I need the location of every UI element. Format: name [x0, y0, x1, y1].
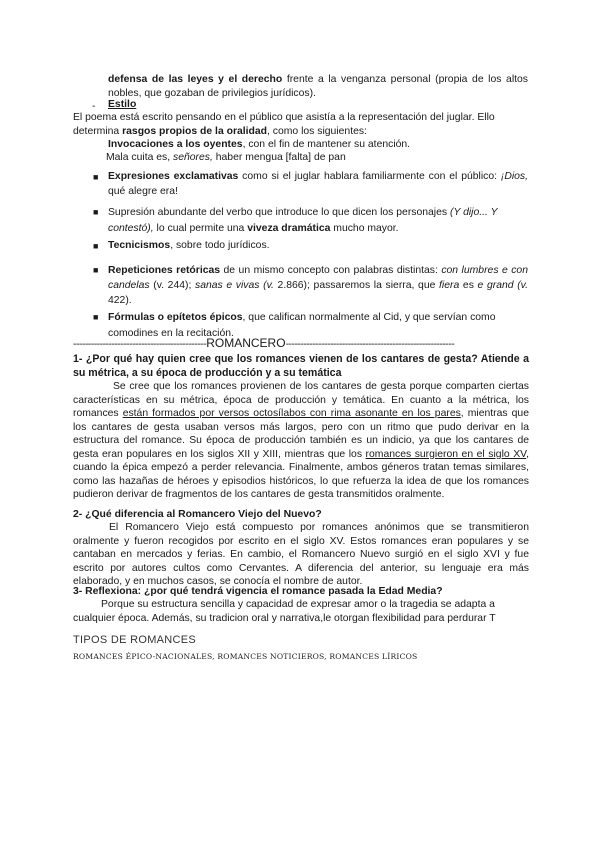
mala-i: señores, — [173, 152, 213, 163]
estilo-paragraph — [73, 111, 533, 138]
item-text2: (v. 244); — [149, 280, 195, 292]
item-text4: es — [459, 280, 478, 292]
bullet-icon: ■ — [93, 265, 99, 275]
estilo-bullet: - — [92, 101, 96, 112]
list-item — [108, 263, 528, 309]
defensa-bold: defensa de las leyes y el derecho — [108, 74, 283, 85]
estilo-text-b: , como los siguientes: — [267, 125, 367, 137]
q1-answer — [73, 380, 529, 502]
q2-answer: El Romancero Viejo está compuesto por romances anónimos que se transmitieron oralmente y fueron recogidos por escrito en el siglo XV. Estos romances eran populares y se cantaban en mercados y ferias. En cambio, el Romancero Nuevo surgió en el siglo XVI y fue escrito por autores cultos como Cervantes. A diferencia del anterior, su lenguaje era más elaborado, y en muchos casos, se conocía el nombre de autor. — [73, 522, 529, 587]
q3-answer: Porque su estructura sencilla y capacidad de expresar amor o la tragedia se adapta a cualquier época. Además, su tradicion oral y narrativa,le otorgan flexibilidad para perdurar T — [73, 599, 496, 624]
defensa-rest: frente a la venganza personal (propia de los altos nobles, que gozaban de privilegios jurídicos). — [108, 74, 528, 99]
item-bold: Expresiones exclamativas — [108, 171, 239, 182]
separator-title: ROMANCERO — [206, 337, 286, 350]
item-text: como si el juglar hablara familiarmente con el público: — [238, 171, 501, 182]
invocaciones-line — [108, 138, 528, 152]
bullet-icon: ■ — [93, 312, 99, 322]
item-bold: Repeticiones retóricas — [108, 265, 221, 276]
item-tail: 422). — [108, 295, 132, 307]
invocaciones-rest: , con el fin de mantener su atención. — [242, 139, 411, 150]
separator-left: --------------------------------------------- — [73, 339, 207, 350]
romancero-separator — [73, 337, 543, 352]
q1-answer-underline-1: están formados por versos octosílabos con rima asonante en los pares — [122, 408, 461, 419]
mala-cuita-line — [106, 151, 526, 165]
item-tail: , que califican normalmente al Cid, y que servían como comodines en la recitación. — [108, 312, 496, 339]
bullet-icon: ■ — [93, 172, 99, 182]
q2-question: 2- ¿Qué diferencia al Romancero Viejo del Nuevo? — [73, 509, 322, 520]
tipos-list: ROMANCES ÉPICO-NACIONALES, ROMANCES NOTICIEROS, ROMANCES LÍRICOS — [73, 652, 418, 661]
item-italic3: fiera — [439, 280, 460, 292]
estilo-text-bold: rasgos propios de la oralidad — [122, 125, 268, 137]
q1-answer-a1: Se cree que los romances provienen de los cantares de gesta porque comparten ciertas características en su métrica, época de producción y temática. En cuanto a la métrica, los romances — [73, 381, 529, 419]
q1-answer-underline-2: romances surgieron en el siglo XV — [365, 448, 527, 460]
bullet-icon: ■ — [93, 207, 99, 217]
mala-b: haber mengua [falta] de pan — [212, 152, 346, 163]
q3-question: 3- Reflexiona: ¿por qué tendrá vigencia el romance pasada la Edad Media? — [73, 586, 443, 597]
item-text2: lo cual permite una — [153, 222, 248, 234]
item-text: de un mismo concepto con palabras distintas: — [220, 265, 442, 276]
estilo-heading: Estilo — [108, 99, 137, 110]
tipos-heading: TIPOS DE ROMANCES — [73, 634, 197, 646]
invocaciones-bold: Invocaciones a los oyentes — [108, 139, 243, 150]
item-italic2: sanas e vivas (v. — [195, 280, 274, 292]
q1-answer-a3: , cuando la épica empezó a perder relevancia. Finalmente, ambos géneros tratan temas similares, como las hazañas de héroes y episodios históricos, lo que refuerza la idea de que los romances pudieron derivar de fragmentos de los cantares de gesta transmitidos oralmente. — [73, 448, 529, 500]
item-tail: mucho mayor. — [330, 222, 399, 234]
estilo-text-a: El poema está escrito pensando en el público que asistía a la representación del juglar. Ello determina — [73, 112, 495, 137]
item-italic: (Y dijo... Y contestó), — [108, 207, 498, 234]
item-tail: , sobre todo jurídicos. — [170, 240, 270, 251]
item-italic4: e grand (v. — [477, 280, 528, 292]
list-item — [108, 239, 528, 253]
defensa-paragraph — [108, 73, 528, 100]
item-text: Supresión abundante del verbo que introduce lo que dicen los personajes — [108, 207, 450, 218]
list-item — [108, 205, 528, 236]
q1-question: 1- ¿Por qué hay quien cree que los romances vienen de los cantares de gesta? Atiende a su métrica, a su época de producción y a su temática — [73, 353, 529, 379]
item-italic: ¡Dios, — [500, 171, 528, 182]
item-bold: Tecnicismos — [108, 240, 171, 251]
separator-right: --------------------------------------------------------- — [285, 339, 455, 350]
item-bold: Fórmulas o epítetos épicos — [108, 312, 243, 323]
item-bold: viveza dramática — [247, 222, 331, 234]
list-item — [108, 170, 528, 199]
q1-answer-a2: , mientras que los cantares de gesta usaban versos más largos, pero con un ritmo que pudo derivar en la estructura del romance. Su época de producción también es un indicio, ya que los cantares de gesta eran populares en los siglos XII y XIII, mientras que los — [73, 408, 529, 460]
item-tail: qué alegre era! — [108, 185, 178, 197]
bullet-icon: ■ — [93, 241, 99, 251]
item-text3: 2.866); passaremos la sierra, que — [273, 280, 440, 292]
item-italic: con lumbres e con candelas — [108, 265, 528, 292]
mala-a: Mala cuita es, — [106, 152, 173, 163]
